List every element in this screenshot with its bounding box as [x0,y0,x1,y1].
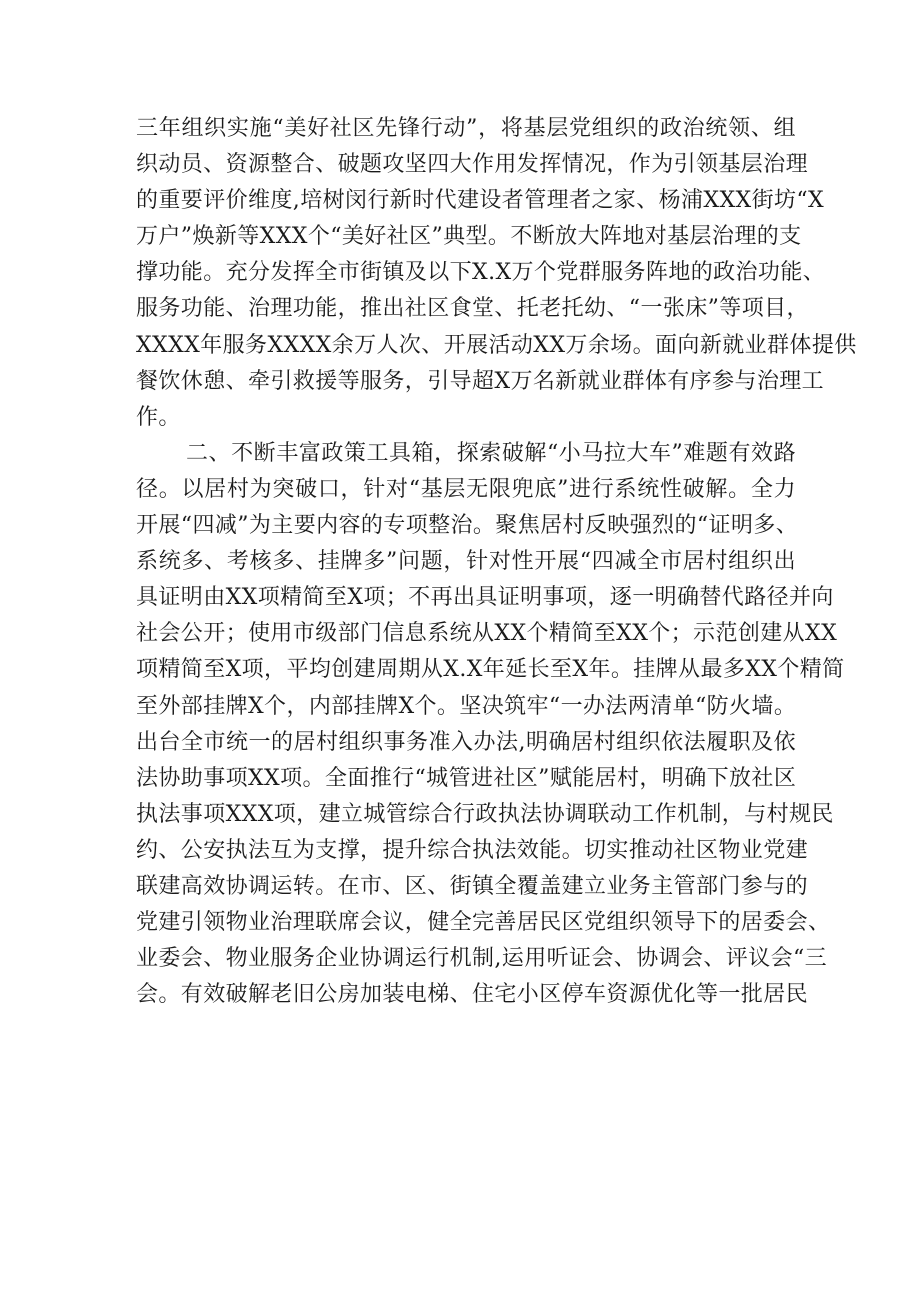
text-line: 具证明由XX项精简至X项；不再出具证明事项，逐一明确替代路径并向 [136,585,834,611]
text-line: 织动员、资源整合、破题攻坚四大作用发挥情况，作为引领基层治理 [136,152,809,178]
text-line: 法协助事项XX项。全面推行“城管进社区”赋能居村，明确下放社区 [136,765,797,791]
text-line: 餐饮休憩、牵引救援等服务，引导超X万名新就业群体有序参与治理工 [136,368,825,394]
text-line: 作。 [136,404,181,430]
document-page [136,111,857,1013]
text-line: XXXX年服务XXXX余万人次、开展活动XX万余场。面向新就业群体提供 [136,332,857,358]
text-line: 的重要评价维度,培树闵行新时代建设者管理者之家、杨浦XXX街坊“X [136,188,825,214]
text-line: 开展“四减”为主要内容的专项整治。聚焦居村反映强烈的“证明多、 [136,513,799,539]
text-line: 约、公安执法互为支撑，提升综合执法效能。切实推动社区物业党建 [136,837,809,863]
text-line: 执法事项XXX项，建立城管综合行政执法协调联动工作机制，与村规民 [136,801,834,827]
text-line: 至外部挂牌X个，内部挂牌X个。坚决筑牢“一办法两清单“防火墙。 [136,693,797,719]
text-line: 系统多、考核多、挂牌多”问题，针对性开展“四减全市居村组织出 [136,549,796,575]
paragraph-1 [136,111,857,436]
text-line: 业委会、物业服务企业协调运行机制,运用听证会、协调会、评议会“三 [136,946,828,972]
text-line: 三年组织实施“美好社区先锋行动”，将基层党组织的政治统领、组 [136,116,796,141]
text-line: 项精简至X项，平均创建周期从X.X年延长至X年。挂牌从最多XX个精简 [136,657,845,683]
paragraph-2 [136,436,845,1014]
text-line: 撑功能。充分发挥全市街镇及以下X.X万个党群服务阵地的政治功能、 [136,260,826,286]
text-line: 径。以居村为突破口，针对“基层无限兜底”进行系统性破解。全力 [136,476,796,502]
text-line: 万户”焕新等XXX个“美好社区”典型。不断放大阵地对基层治理的支 [136,224,802,250]
text-line: 出台全市统一的居村组织事务准入办法,明确居村组织依法履职及依 [136,729,796,755]
text-line: 党建引领物业治理联席会议，健全完善居民区党组织领导下的居委会、 [136,910,831,936]
section-heading-line: 二、不断丰富政策工具箱，探索破解“小马拉大车”难题有效路 [186,440,796,466]
text-line: 联建高效协调运转。在市、区、街镇全覆盖建立业务主管部门参与的 [136,873,809,899]
text-line: 会。有效破解老旧公房加装电梯、住宅小区停车资源优化等一批居民 [136,982,809,1008]
text-line: 社会公开；使用市级部门信息系统从XX个精简至XX个；示范创建从XX [136,621,838,647]
text-line: 服务功能、治理功能，推出社区食堂、托老托幼、“一张床”等项目， [136,296,809,322]
